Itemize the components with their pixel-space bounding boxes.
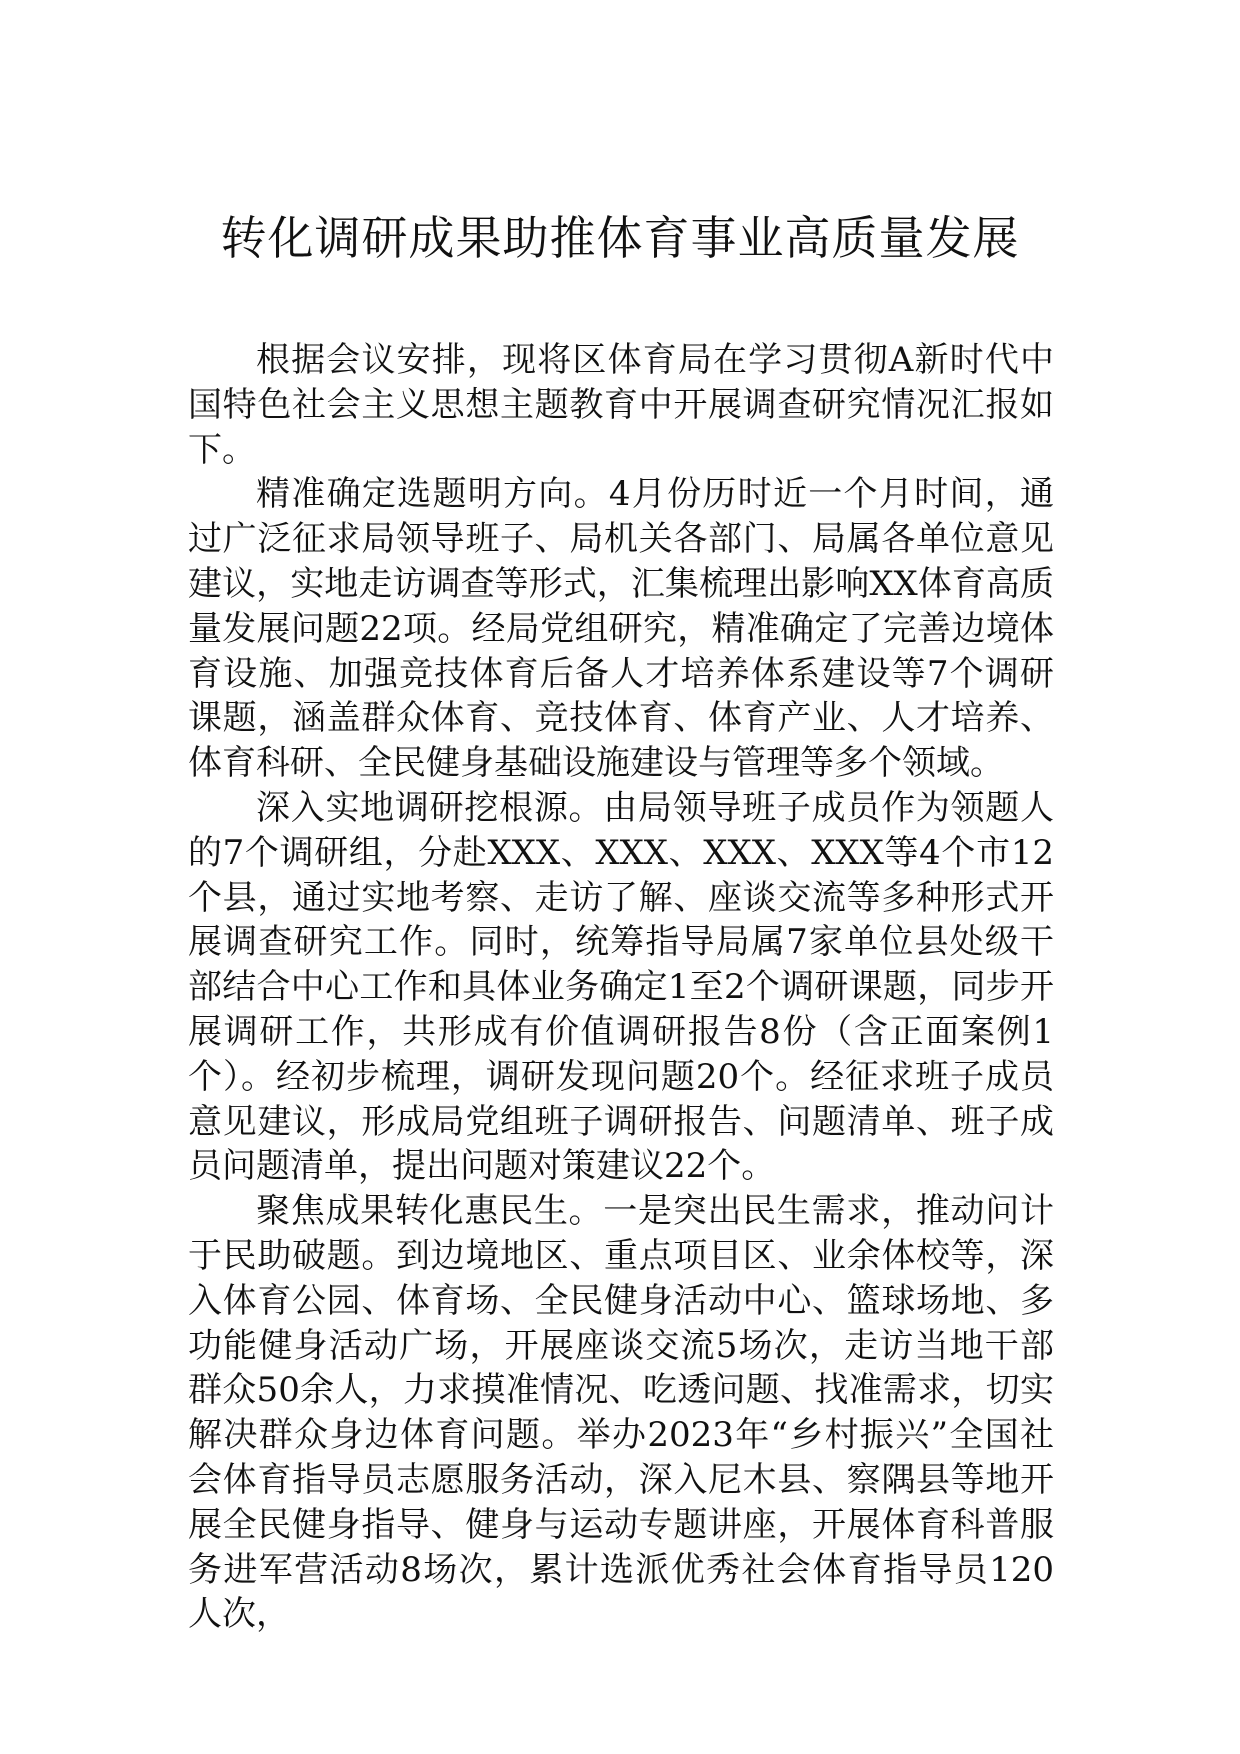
paragraph-results-conversion: 聚焦成果转化惠民生。一是突出民生需求，推动问计于民助破题。到边境地区、重点项目区、业余体校等，深入体育公园、体育场、全民健身活动中心、篮球场地、多功能健身活动广场，开展座谈交流5场次，走访当地干部群众50余人，力求摸准情况、吃透问题、找准需求，切实解决群众身边体育问题。举办2023年“乡村振兴”全国社会体育指导员志愿服务活动，深入尼木县、察隅县等地开展全民健身指导、健身与运动专题讲座，开展体育科普服务进军营活动8场次，累计选派优秀社会体育指导员120人次，: [188, 1191, 1054, 1635]
paragraph-intro: 根据会议安排，现将区体育局在学习贯彻A新时代中国特色社会主义思想主题教育中开展调查研究情况汇报如下。: [188, 340, 1054, 470]
document-body: [188, 338, 1054, 1637]
document-title: 转化调研成果助推体育事业高质量发展: [220, 211, 1020, 265]
paragraph-field-research: 深入实地调研挖根源。由局领导班子成员作为领题人的7个调研组，分赴XXX、XXX、XXX、XXX等4个市12个县，通过实地考察、走访了解、座谈交流等多种形式开展调查研究工作。同时，统筹指导局属7家单位县处级干部结合中心工作和具体业务确定1至2个调研课题，同步开展调研工作，共形成有价值调研报告8份（含正面案例1个）。经初步梳理，调研发现问题20个。经征求班子成员意见建议，形成局党组班子调研报告、问题清单、班子成员问题清单，提出问题对策建议22个。: [188, 787, 1054, 1187]
paragraph-topic-selection: 精准确定选题明方向。4月份历时近一个月时间，通过广泛征求局领导班子、局机关各部门、局属各单位意见建议，实地走访调查等形式，汇集梳理出影响XX体育高质量发展问题22项。经局党组研究，精准确定了完善边境体育设施、加强竞技体育后备人才培养体系建设等7个调研课题，涵盖群众体育、竞技体育、体育产业、人才培养、体育科研、全民健身基础设施建设与管理等多个领域。: [188, 474, 1054, 784]
